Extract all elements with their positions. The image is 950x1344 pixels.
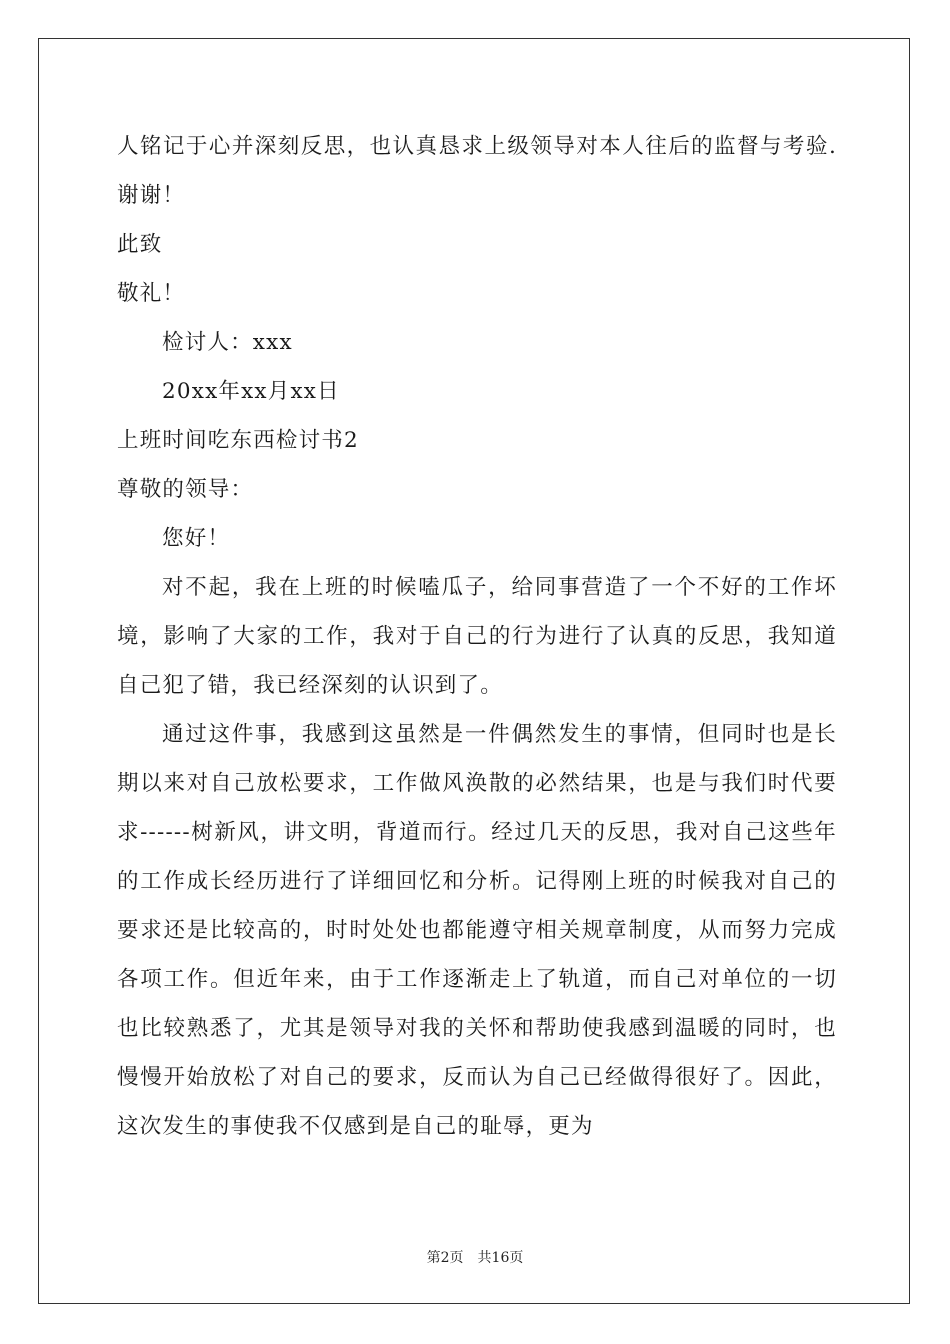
section-title: 上班时间吃东西检讨书2 [117, 428, 359, 453]
document-body [117, 122, 837, 1151]
signer-line: 检讨人：xxx [162, 330, 293, 355]
greeting-line: 您好！ [162, 526, 231, 551]
page-footer: 第2页 共16页 [426, 1250, 524, 1266]
paragraph-apology: 对不起，我在上班的时候嗑瓜子，给同事营造了一个不好的工作坏境，影响了大家的工作，我对于自己的行为进行了认真的反思，我知道自己犯了错，我已经深刻的认识到了。 [117, 575, 837, 698]
paragraph-reflection: 通过这件事，我感到这虽然是一件偶然发生的事情，但同时也是长期以来对自己放松要求，工作做风涣散的必然结果，也是与我们时代要求------树新风，讲文明，背道而行。经过几天的反思，我对自己这些年的工作成长经历进行了详细回忆和分析。记得刚上班的时候我对自己的要求还是比较高的，时时处处也都能遵守相关规章制度，从而努力完成各项工作。但近年来，由于工作逐渐走上了轨道，而自己对单位的一切也比较熟悉了，尤其是领导对我的关怀和帮助使我感到温暖的同时，也慢慢开始放松了对自己的要求，反而认为自己已经做得很好了。因此，这次发生的事使我不仅感到是自己的耻辱，更为 [117, 722, 837, 1139]
date-line: 20xx年xx月xx日 [162, 379, 340, 404]
salutation-line: 尊敬的领导： [117, 477, 254, 502]
closing-line-1: 此致 [117, 232, 163, 257]
continued-paragraph: 人铭记于心并深刻反思，也认真恳求上级领导对本人往后的监督与考验.谢谢！ [117, 134, 837, 208]
closing-line-2: 敬礼！ [117, 281, 186, 306]
